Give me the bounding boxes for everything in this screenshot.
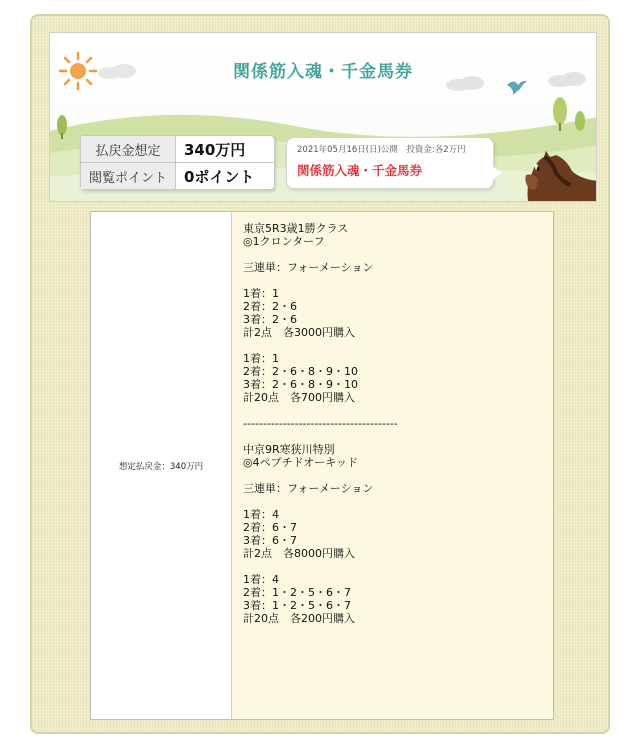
prediction-line: 三連単：フォーメーション — [243, 261, 374, 274]
prediction-line: 2着：1・2・5・6・7 — [243, 586, 351, 599]
prediction-line: 計20点 各700円購入 — [243, 391, 355, 404]
payout-value: 340万円 — [176, 136, 274, 163]
prediction-line: 1着：4 — [243, 508, 279, 521]
prediction-line — [243, 469, 553, 482]
prediction-line: 3着：1・2・5・6・7 — [243, 599, 351, 612]
bubble-tail — [492, 166, 502, 180]
prediction-line — [243, 430, 553, 443]
bubble-title: 関係筋入魂・千金馬券 — [297, 163, 423, 178]
expected-payout-label: 想定払戻金：340万円 — [118, 461, 204, 472]
publish-date: 2021年05月16日(日)公開 投資金:各2万円 — [297, 145, 466, 155]
prediction-line — [243, 495, 553, 508]
prediction-line: 計2点 各3000円購入 — [243, 326, 355, 339]
prediction-line: 東京5R3歳1勝クラス — [243, 222, 349, 235]
separator-line: --------------------------------------- — [243, 417, 398, 430]
prediction-line: 中京9R寒狭川特別 — [243, 443, 335, 456]
prediction-line — [243, 339, 553, 352]
prediction-line — [243, 274, 553, 287]
prediction-line: 1着：1 — [243, 352, 279, 365]
prediction-line: 3着：2・6・8・9・10 — [243, 378, 358, 391]
prediction-line: 計2点 各8000円購入 — [243, 547, 355, 560]
prediction-line: 2着：2・6・8・9・10 — [243, 365, 358, 378]
points-label: 閲覧ポイント — [81, 163, 176, 189]
prediction-line: ◎1クロンターフ — [243, 235, 325, 248]
expected-payout-cell — [91, 212, 232, 719]
prediction-line: 2着：2・6 — [243, 300, 297, 313]
prediction-line: 1着：4 — [243, 573, 279, 586]
prediction-line: ◎4ペプチドオーキッド — [243, 456, 359, 469]
prediction-line: 計20点 各200円購入 — [243, 612, 355, 625]
prediction-line: 三連単：フォーメーション — [243, 482, 374, 495]
speech-bubble — [286, 137, 494, 189]
prediction-line: 3着：2・6 — [243, 313, 297, 326]
prediction-line: 2着：6・7 — [243, 521, 297, 534]
info-table — [80, 135, 275, 190]
prediction-line — [243, 404, 553, 417]
header-banner — [49, 32, 597, 202]
points-value: 0ポイント — [184, 167, 255, 186]
prediction-line — [243, 248, 553, 261]
payout-label: 払戻金想定 — [81, 136, 176, 163]
prediction-line: 1着：1 — [243, 287, 279, 300]
page-frame — [30, 14, 610, 734]
prediction-line: 3着：6・7 — [243, 534, 297, 547]
prediction-table — [90, 211, 554, 720]
horse-icon — [520, 151, 597, 202]
prediction-details — [232, 212, 553, 719]
prediction-line — [243, 560, 553, 573]
banner-title: 関係筋入魂・千金馬券 — [233, 62, 413, 82]
